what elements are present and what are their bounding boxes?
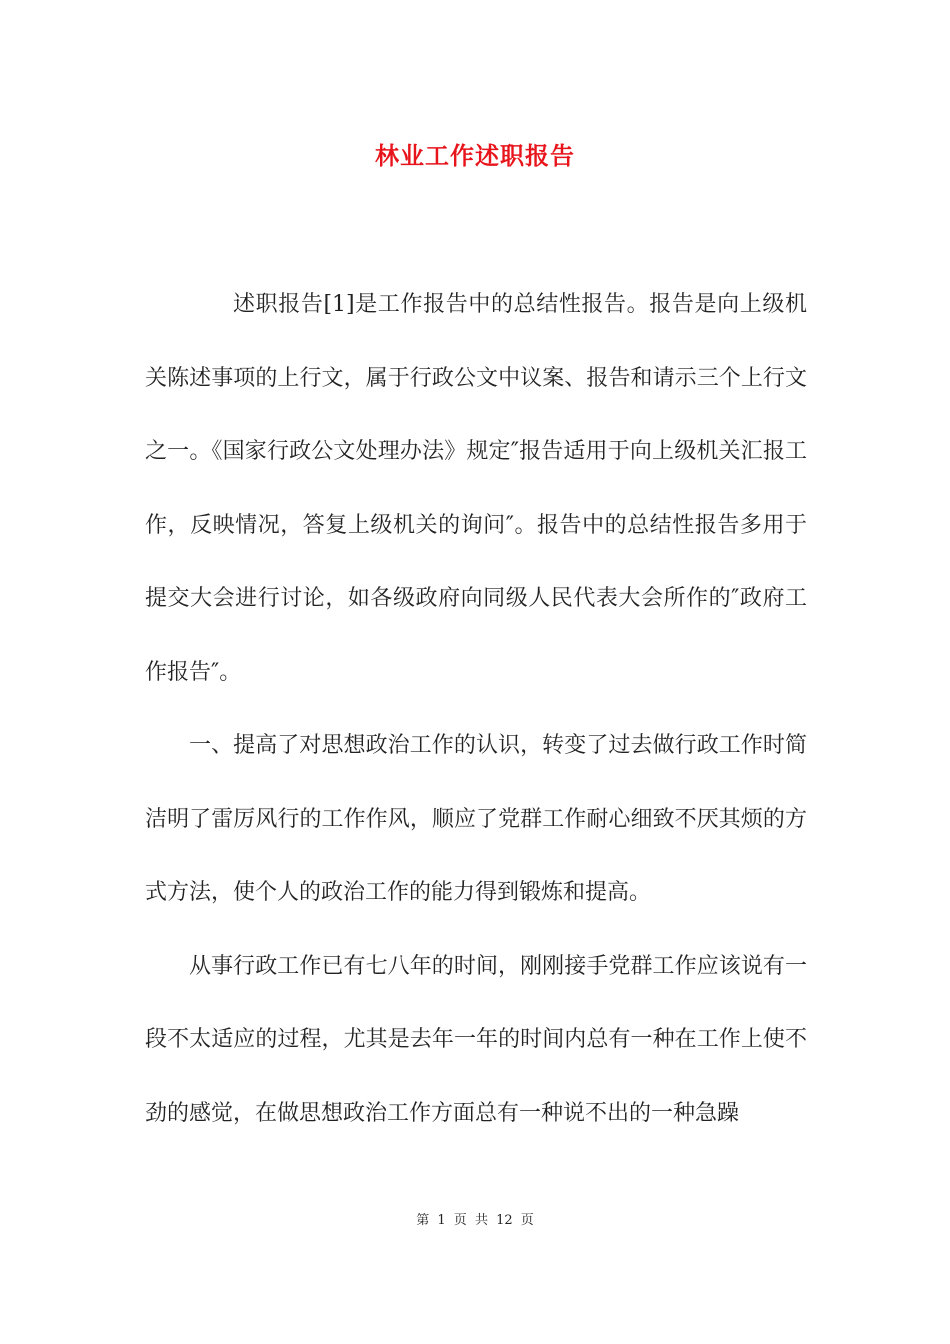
footer-total-prefix: 共 bbox=[474, 1213, 488, 1228]
paragraph-intro: 述职报告[1]是工作报告中的总结性报告。报告是向上级机关陈述事项的上行文，属于行政公文中议案、报告和请示三个上行文之一。《国家行政公文处理办法》规定″报告适用于向上级机关汇报工作，反映情况，答复上级机关的询问″。报告中的总结性报告多用于提交大会进行讨论，如各级政府向同级人民代表大会所作的″政府工作报告″。 bbox=[145, 292, 807, 685]
document-body bbox=[145, 268, 807, 1150]
footer-total-suffix: 页 bbox=[520, 1213, 534, 1228]
paragraph-section-one: 一、提高了对思想政治工作的认识，转变了过去做行政工作时简洁明了雷厉风行的工作作风，顺应了党群工作耐心细致不厌其烦的方式方法，使个人的政治工作的能力得到锻炼和提高。 bbox=[145, 733, 807, 905]
footer-current-page: 1 bbox=[437, 1213, 446, 1228]
footer-total-pages: 12 bbox=[496, 1213, 513, 1228]
paragraph-experience: 从事行政工作已有七八年的时间，刚刚接手党群工作应该说有一段不太适应的过程，尤其是去年一年的时间内总有一种在工作上使不劲的感觉，在做思想政治工作方面总有一种说不出的一种急躁 bbox=[145, 953, 807, 1126]
footer-prefix: 第 bbox=[416, 1213, 430, 1228]
page-footer bbox=[0, 1209, 950, 1228]
document-title: 林业工作述职报告 bbox=[375, 141, 575, 170]
footer-page-unit: 页 bbox=[453, 1213, 467, 1228]
